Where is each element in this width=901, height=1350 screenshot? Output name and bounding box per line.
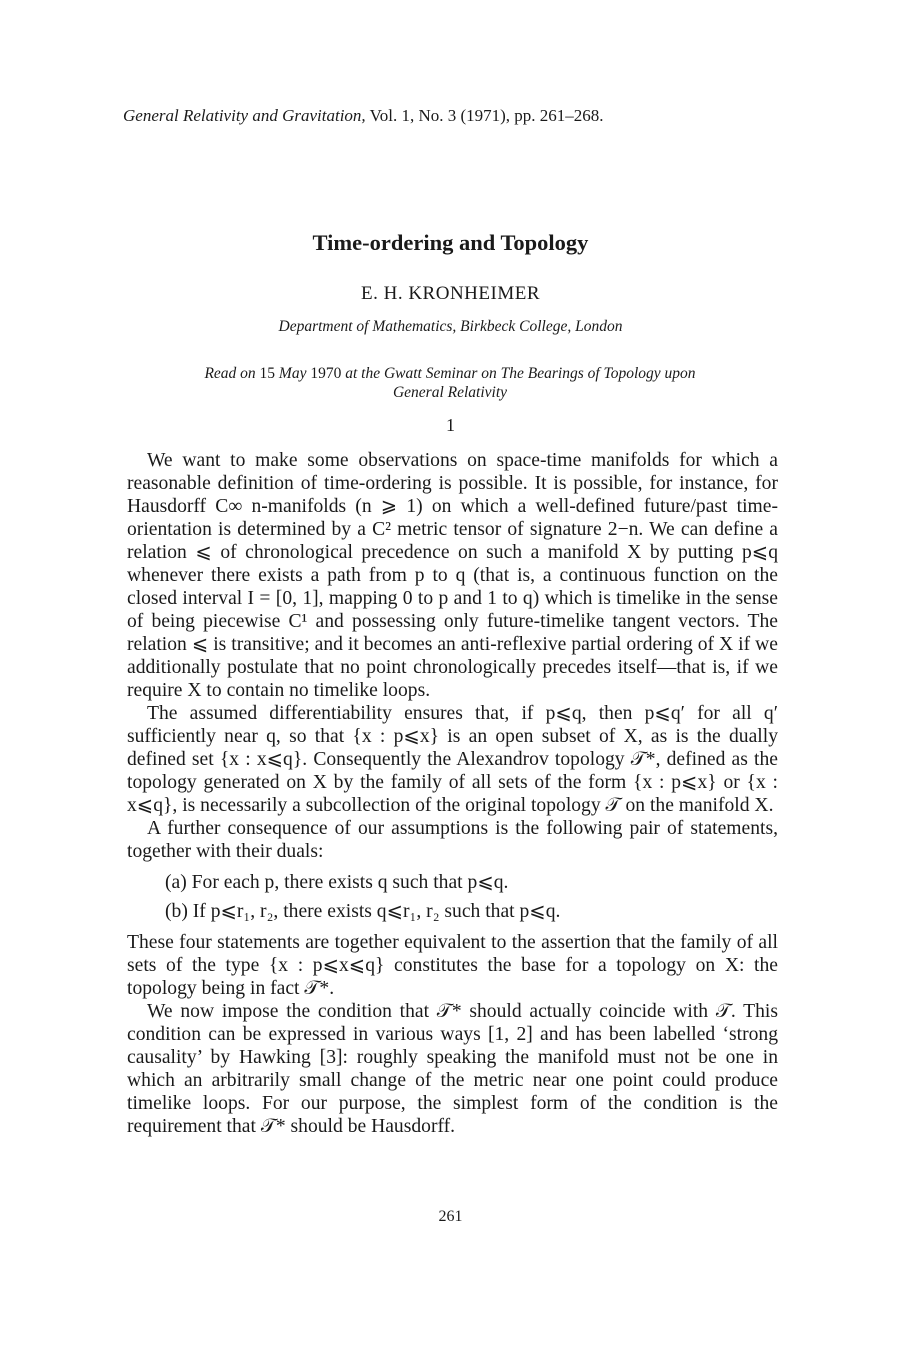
- read-on-prefix: Read on: [204, 365, 256, 382]
- page-number: 261: [438, 1208, 463, 1225]
- paragraph-2: The assumed differentiability ensures that, if p⩽q, then p⩽q′ for all q′ sufficiently near q, so that {x : p⩽x} is an open subset of X, as is the dually defined set {x : x⩽q}. Consequently the Alexandrov topology 𝒯*, defined as the topology generated on X by the family of all sets of the form {x : p⩽x} or {x : x⩽q}, is necessarily a subcollection of the original topology 𝒯 on the manifold X.: [127, 703, 778, 816]
- article-title: Time-ordering and Topology: [312, 230, 589, 255]
- section-number: 1: [446, 415, 455, 435]
- read-on-day: 15: [259, 365, 276, 382]
- statement-a: (a) For each p, there exists q such that p⩽q.: [165, 872, 509, 893]
- journal-name: General Relativity and Gravitation,: [123, 106, 366, 125]
- read-on-year: 1970: [310, 365, 342, 382]
- read-on-suffix: at the Gwatt Seminar on The Bearings of Topology upon: [345, 365, 696, 382]
- read-on-line2: General Relativity: [392, 384, 508, 401]
- statement-b: (b) If p⩽r₁, r₂, there exists q⩽r₁, r₂ such that p⩽q.: [165, 901, 561, 922]
- article-author: E. H. KRONHEIMER: [361, 283, 540, 304]
- paragraph-5: We now impose the condition that 𝒯* should actually coincide with 𝒯. This condition can be expressed in various ways [1, 2] and has been labelled ‘strong causality’ by Hawking [3]: roughly speaking the manifold must not be one in which an arbitrarily small change of the metric near one point could produce timelike loops. For our purpose, the simplest form of the condition is the requirement that 𝒯* should be Hausdorff.: [127, 1001, 778, 1137]
- read-on-month: May: [278, 365, 307, 382]
- article-body: [127, 449, 778, 1138]
- statement-list: [127, 871, 778, 923]
- presentation-note: [150, 364, 750, 402]
- paragraph-3: A further consequence of our assumptions is the following pair of statements, together with their duals:: [127, 818, 778, 862]
- journal-citation: [123, 105, 783, 127]
- paragraph-1: We want to make some observations on space-time manifolds for which a reasonable definition of time-ordering is possible. It is possible, for instance, for Hausdorff C∞ n-manifolds (n ⩾ 1) on which a well-defined future/past time-orientation is determined by a C² metric tensor of signature 2−n. We can define a relation ⩽ of chronological precedence on such a manifold X by putting p⩽q whenever there exists a path from p to q (that is, a continuous function on the closed interval I = [0, 1], mapping 0 to p and 1 to q) which is timelike in the sense of being piecewise C¹ and possessing only future-timelike tangent vectors. The relation ⩽ is transitive; and it becomes an anti-reflexive partial ordering of X if we additionally postulate that no point chronologically precedes itself—that is, if we require X to contain no timelike loops.: [127, 450, 778, 701]
- paragraph-4: These four statements are together equivalent to the assertion that the family of all sets of the type {x : p⩽x⩽q} constitutes the base for a topology on X: the topology being in fact 𝒯*.: [127, 932, 778, 999]
- author-affiliation: Department of Mathematics, Birkbeck College, London: [278, 318, 623, 335]
- citation-details: Vol. 1, No. 3 (1971), pp. 261–268.: [369, 106, 604, 125]
